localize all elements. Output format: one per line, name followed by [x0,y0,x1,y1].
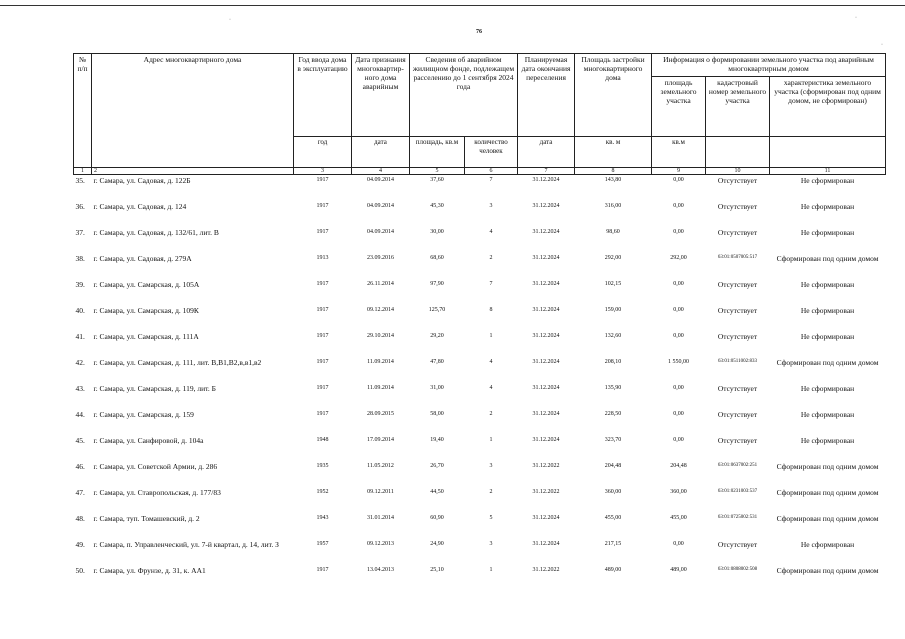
row-year: 1917 [316,228,329,235]
row-land-status: Сформирован под одним домом [776,487,879,497]
row-emergency-date: 26.11.2014 [367,280,394,287]
row-land-area: 1 550,00 [668,358,690,365]
row-emergency-date: 04.09.2014 [367,228,394,235]
row-emergency-date: 09.12.2013 [367,540,394,547]
row-number: 43. [75,383,85,393]
row-emergency-date: 23.09.2016 [367,254,394,261]
row-area: 26,70 [430,462,444,469]
row-year: 1948 [316,436,329,443]
row-emergency-date: 04.09.2014 [367,202,394,209]
row-emergency-date: 28.09.2015 [367,410,394,417]
row-building-area: 204,48 [604,462,622,469]
row-land-status: Не сформирован [800,409,855,419]
row-year: 1917 [316,202,329,209]
row-number: 50. [75,565,85,575]
row-emergency-date: 11.05.2012 [367,462,394,469]
row-area: 24,90 [430,540,444,547]
unit-land-status-empty [770,137,886,168]
row-area: 58,00 [430,410,444,417]
table-body [74,175,886,591]
row-cadastral: Отсутствует [717,227,758,237]
row-emergency-date: 11.09.2014 [367,358,394,365]
row-people: 1 [489,332,493,339]
row-people: 8 [489,306,493,313]
row-planned-date: 31.12.2024 [532,384,560,391]
row-building-area: 159,00 [604,306,622,313]
table-row [74,253,886,279]
row-area: 29,20 [430,332,444,339]
row-land-area: 455,00 [670,514,687,521]
row-number: 47. [75,487,85,497]
table-row [74,513,886,539]
row-address: г. Самара, ул. Садовая, д. 122Б [93,176,191,185]
row-area: 68,60 [430,254,444,261]
row-cadastral: Отсутствует [717,383,758,393]
unit-cadastral-empty [706,137,770,168]
table-row [74,227,886,253]
row-people: 2 [489,488,493,495]
column-number: 2 [92,168,294,175]
scan-speck: · [881,42,883,48]
header-land-area: площадь земельного участка [652,77,706,136]
row-year: 1935 [316,462,329,469]
column-number: 7 [518,168,575,175]
row-number: 40. [75,305,85,315]
row-area: 25,10 [430,566,444,573]
row-planned-date: 31.12.2024 [532,436,560,443]
row-planned-date: 31.12.2024 [532,540,560,547]
header-planned-date: Планируемая дата окончания переселения [518,54,575,137]
top-border-line [0,5,905,6]
column-number: 11 [770,168,886,175]
row-emergency-date: 11.09.2014 [367,384,394,391]
row-address: г. Самара, ул. Садовая, д. 132/61, лит. В [93,227,219,237]
row-emergency-date: 29.10.2014 [367,332,394,339]
header-emergency-date: Дата признания многоквартир-ного дома аварийным [352,54,410,137]
row-address: г. Самара, ул. Фрунзе, д. 31, к. АА1 [93,565,206,575]
row-area: 47,80 [430,358,444,365]
row-land-area: 0,00 [673,202,684,209]
row-year: 1913 [316,254,329,261]
row-year: 1917 [316,280,329,287]
row-land-status: Не сформирован [800,227,855,237]
row-year: 1917 [316,177,329,183]
header-land-subcols [652,77,885,136]
row-address: г. Самара, ул. Садовая, д. 279А [93,253,192,263]
table-row [74,409,886,435]
row-number: 38. [75,253,85,263]
row-address: г. Самара, ул. Самарская, д. 105А [93,279,200,289]
row-year: 1957 [316,540,329,547]
row-address: г. Самара, ул. Самарская, д. 159 [93,409,194,419]
header-num: № п/п [74,54,92,168]
row-address: г. Самара, ул. Самарская, д. 111А [93,331,199,341]
row-people: 1 [489,436,493,443]
scan-speck: · [229,17,231,23]
unit-year: год [294,137,352,168]
table-row [74,279,886,305]
row-land-area: 0,00 [673,177,684,183]
row-cadastral: 63:01:0637002:251 [717,462,758,468]
row-land-status: Не сформирован [800,435,855,445]
column-number: 5 [410,168,465,175]
table-row [74,201,886,227]
row-land-area: 0,00 [673,280,684,287]
emergency-housing-table [73,53,886,591]
row-planned-date: 31.12.2024 [532,280,560,287]
row-planned-date: 31.12.2024 [532,177,560,183]
row-cadastral: Отсутствует [717,409,758,419]
row-building-area: 135,90 [604,384,622,391]
row-planned-date: 31.12.2022 [532,566,560,573]
row-people: 7 [489,177,493,183]
row-cadastral: 63:01:0231003:537 [717,488,758,494]
row-year: 1917 [316,306,329,313]
row-planned-date: 31.12.2022 [532,462,560,469]
row-area: 37,60 [430,177,444,183]
row-planned-date: 31.12.2024 [532,410,560,417]
row-land-area: 489,00 [670,566,687,573]
row-emergency-date: 09.12.2014 [367,306,394,313]
row-area: 45,30 [430,202,444,209]
row-area: 31,00 [430,384,444,391]
table-row [74,357,886,383]
row-year: 1917 [316,358,329,365]
row-area: 19,40 [430,436,444,443]
row-people: 5 [489,514,493,521]
row-year: 1943 [316,514,329,521]
row-land-area: 0,00 [673,384,684,391]
header-fund-info: Сведения об аварийном жилищном фонде, подлежащем расселению до 1 сентября 2024 года [410,54,518,137]
row-building-area: 132,60 [604,332,622,339]
row-building-area: 143,80 [604,177,622,183]
row-land-area: 0,00 [673,228,684,235]
row-land-status: Не сформирован [800,305,855,315]
row-cadastral: 63:01:0511002:833 [718,358,757,364]
row-year: 1917 [316,384,329,391]
row-cadastral: Отсутствует [717,435,758,445]
row-people: 4 [489,358,493,365]
row-people: 1 [489,566,493,573]
row-land-status: Сформирован под одним домом [776,513,879,523]
row-people: 3 [489,462,493,469]
row-area: 125,70 [428,306,446,313]
row-land-status: Не сформирован [800,176,855,185]
row-number: 45. [75,435,85,445]
column-number: 1 [74,168,92,175]
unit-building-area: кв. м [575,137,652,168]
table-row [74,539,886,565]
row-cadastral: Отсутствует [717,331,758,341]
row-land-status: Не сформирован [800,331,855,341]
row-land-area: 360,00 [670,488,687,495]
row-land-area: 0,00 [673,540,684,547]
row-people: 7 [489,280,493,287]
row-number: 44. [75,409,85,419]
row-building-area: 228,50 [604,410,622,417]
row-address: г. Самара, ул. Санфировой, д. 104а [93,435,204,445]
row-emergency-date: 04.09.2014 [367,177,394,183]
row-address: г. Самара, ул. Самарская, д. 109К [93,305,199,315]
row-emergency-date: 17.09.2014 [367,436,394,443]
row-land-status: Не сформирован [800,383,855,393]
row-year: 1917 [316,332,329,339]
header-address: Адрес многоквартирного дома [92,54,294,168]
row-land-area: 0,00 [673,410,684,417]
table-row [74,461,886,487]
page-number: 76 [476,29,482,35]
row-cadastral: Отсутствует [717,539,758,549]
row-planned-date: 31.12.2024 [532,332,560,339]
row-building-area: 316,00 [604,202,622,209]
header-cadastral: кадастровый номер земельного участка [706,77,770,136]
header-building-area: Площадь застройки многоквартирного дома [575,54,652,137]
row-building-area: 292,00 [604,254,622,261]
row-number: 35. [75,176,85,185]
row-people: 4 [489,228,493,235]
row-people: 2 [489,410,493,417]
row-area: 60,90 [430,514,444,521]
header-land-info [652,54,886,137]
row-planned-date: 31.12.2024 [532,514,560,521]
table-row [74,175,886,201]
row-address: г. Самара, ул. Самарская, д. 111, лит. В,В1,В2,в,в1,в2 [93,357,262,367]
row-building-area: 455,00 [604,514,622,521]
unit-area: площадь, кв.м [410,137,465,168]
row-building-area: 98,60 [606,228,620,235]
row-planned-date: 31.12.2024 [532,358,560,365]
row-address: г. Самара, ул. Ставропольская, д. 177/83 [93,487,221,497]
column-number: 3 [294,168,352,175]
row-land-status: Сформирован под одним домом [776,461,879,471]
row-building-area: 489,00 [604,566,622,573]
header-land-status: характеристика земельного участка (сформирован под одним домом, не сформирован) [774,78,881,105]
row-cadastral: 63:01:0808002:508 [717,566,758,572]
header-land-info-title: Информация о формировании земельного участка под аварийным многоквартирным домом [652,54,885,77]
table-row [74,435,886,461]
table-row [74,305,886,331]
row-year: 1917 [316,566,329,573]
row-building-area: 217,15 [604,540,622,547]
row-planned-date: 31.12.2022 [532,488,560,495]
row-number: 39. [75,279,85,289]
row-number: 41. [75,331,85,341]
row-number: 46. [75,461,85,471]
row-cadastral: Отсутствует [717,279,758,289]
row-number: 42. [75,357,85,367]
header-year: Год ввода дома в эксплуатацию [294,54,352,137]
row-land-area: 0,00 [673,306,684,313]
row-people: 2 [489,254,493,261]
row-cadastral: Отсутствует [717,305,758,315]
unit-people: количество человек [465,137,518,168]
row-cadastral: Отсутствует [717,176,758,185]
row-number: 36. [75,201,85,211]
row-planned-date: 31.12.2024 [532,306,560,313]
row-building-area: 323,70 [604,436,622,443]
row-planned-date: 31.12.2024 [532,202,560,209]
table-row [74,487,886,513]
row-land-status: Сформирован под одним домом [776,565,879,575]
unit-emergency-date: дата [352,137,410,168]
row-area: 97,90 [430,280,444,287]
unit-land-area: кв.м [652,137,706,168]
row-number: 49. [75,539,85,549]
column-number: 10 [706,168,770,175]
scan-speck: · [855,15,857,21]
row-address: г. Самара, п. Управленческий, ул. 7-й квартал, д. 14, лит. З [93,539,279,549]
row-address: г. Самара, ул. Самарская, д. 119, лит. Б [93,383,216,393]
column-numbers-row [74,168,886,175]
row-land-status: Сформирован под одним домом [776,357,879,367]
row-number: 37. [75,227,85,237]
row-people: 4 [489,384,493,391]
row-planned-date: 31.12.2024 [532,228,560,235]
row-address: г. Самара, ул. Советской Армии, д. 286 [93,461,218,471]
row-land-area: 204,48 [670,462,687,469]
row-cadastral: Отсутствует [717,201,758,211]
row-number: 48. [75,513,85,523]
row-emergency-date: 31.01.2014 [367,514,394,521]
row-land-status: Не сформирован [800,201,855,211]
table-row [74,565,886,591]
row-land-status: Не сформирован [800,539,855,549]
row-emergency-date: 13.04.2013 [367,566,394,573]
row-people: 3 [489,202,493,209]
column-number: 8 [575,168,652,175]
row-address: г. Самара, туп. Томашевский, д. 2 [93,513,200,523]
row-cadastral: 63:01:0725002:531 [717,514,758,520]
row-land-area: 0,00 [673,436,684,443]
row-building-area: 208,10 [604,358,622,365]
row-address: г. Самара, ул. Садовая, д. 124 [93,201,187,211]
column-number: 6 [465,168,518,175]
row-building-area: 102,15 [604,280,622,287]
row-cadastral: 63:01:0507005:517 [717,254,758,260]
row-year: 1952 [316,488,329,495]
table-row [74,331,886,357]
row-people: 3 [489,540,493,547]
row-land-area: 292,00 [670,254,687,261]
row-year: 1917 [316,410,329,417]
row-land-status: Не сформирован [800,279,855,289]
row-land-area: 0,00 [673,332,684,339]
column-number: 4 [352,168,410,175]
unit-planned-date: дата [518,137,575,168]
row-planned-date: 31.12.2024 [532,254,560,261]
row-building-area: 360,00 [604,488,622,495]
table-row [74,383,886,409]
row-land-status: Сформирован под одним домом [776,253,879,263]
row-area: 44,50 [430,488,444,495]
row-area: 30,00 [430,228,444,235]
row-emergency-date: 09.12.2011 [367,488,394,495]
column-number: 9 [652,168,706,175]
